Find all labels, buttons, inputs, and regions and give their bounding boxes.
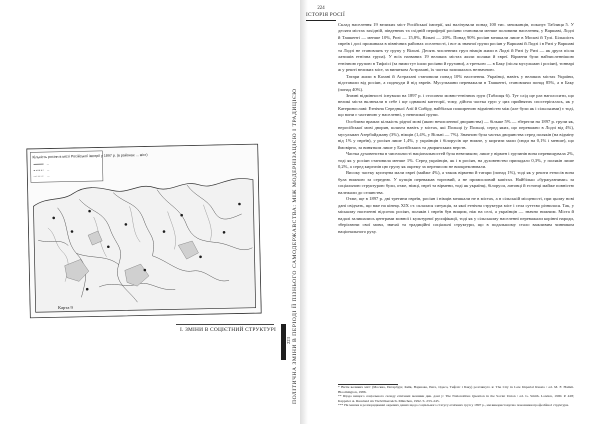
footnote: * Вісім великих міст (Москва, Петербург, Київ, Варшава, Рига, Одеса, Тифліс і Баку) розглянуто в: The City in Late Imperial Russia / ed. M. F. Hamm. Bloomington, 1986.: [338, 385, 574, 394]
map-figure: [26, 144, 262, 319]
map-legend-item: ...: [46, 167, 50, 173]
left-page-footer: I. ЗМІНИ В СОЦІЄТНИЙ СТРУКТУРІ: [180, 327, 276, 333]
left-footer-rule: [176, 324, 274, 325]
vertical-running-header: ПОЛІТИЧНА ЗМІНИ В ПЕРІОДІ ЇЇ ПІЗНЬОГО САМОДЕРЖАВСТВА: МІЖ МОДЕРНІЗАЦІЄЮ І ТРАДИЦІЄЮ: [292, 88, 298, 404]
paragraph: Татари жили в Казані й Астрахані становили понад 10% населення. Українці, навіть у великих містах України, відставали від росіян, а подекуди й від євреїв. Мусульмани переважали в Ташкенті, становлячи понад 85%, а в Баку (понад 40%).: [338, 73, 574, 92]
landmass-outline: [33, 178, 256, 312]
gutter-shadow: [300, 0, 308, 424]
running-head-rule: [306, 20, 336, 21]
body-text: [338, 22, 574, 235]
paragraph: Отже, ще в 1897 р. дві третини євреїв, росіян і німців мешкали не в містах, а в сільській місцевості, при цьому нові дані свідчать, що вже на кінець XIX ст. склалася ситуація, за якої етнічна структура міст і села суттєво різнилася. Так, у міському населенні відсоток росіян, поляків і євреїв був вищим, ніж на селі, а українців — значно нижчим. Міста й надалі залишались центрами мовної і культурної русифікації, тоді як у сільському населенні переважали корінні народи, зберігаючи свої мови, звичаї та традиційні соціальні структури, що в подальшому стало важливим чинником національного руху.: [338, 196, 574, 234]
paragraph: Високу частку купецтва мали євреї (майже 4%), а також вірмени й татари (понад 1%), тоді як у решти етносів вона була нижчою за середню. У купців переважав торговий, а не промисловий капітал. Найбільш «буржуазними» за соціальною структурою були, отже, німці, євреї та вірмени, тоді як українці, білоруси, литовці й естонці майже повністю належали до селянства.: [338, 170, 574, 195]
footnote: ** Щодо вищого соціального складу етнічних меншин див. дані у: The Nationalities Question in the Soviet Union / ed. G. Smith. London, 1990. P. 428; Kappeler A. Russland als Vielvölkerreich. München, 1992. S. 233–245.: [338, 394, 574, 403]
paragraph: Значні відмінності існували на 1897 р. і стосовно мовно-етнічних груп (Таблиця 6). Тут слід ще раз наголосити, що великі міста включали в себе і ще однакові категорії, тому, дійсна частка груп у цих прийнятих спостерігалась, як у Катеринославі: Етнічна Середньої Азії й Сибіру, найбільш поширеною відмінністю між (але були як і сільськими) є тоді, що вони є частиною у населенні, у невеликої групи.: [338, 92, 574, 118]
paragraph: Склад населення 19 великих міст Російської імперії, які налічували понад 100 тис. мешканців, показує Таблиця 5. У десяти містах західній, південних та східній периферії росіяни становили менше половини населення, у Варшаві, Лодзі й Ташкенті — менше 10%, Ризі — 15,8%, Вільні — 20%. Понад 90% росіян мешкали лише в Москві й Тулі. Більшість євреїв і досі проживала в північних районах оселеності, і все ж значної групи росіян у Варшаві й Лодзі і в Ризі у Варшаві та Лодзі не становлять ту групу у Вільні. Десять численних груп німців жили в Лодзі й Ризі (у Ризі — як друга після латишів етнічна група). У всіх названих 19 великих містах жили поляки й євреї. Вірмени були найчисленнішою етнічною групою в Тифлісі (за ними тут ішли росіяни й грузини), а третьою — в Баку (після мусульман і росіян), тоннарі ж у решті великих міст, за винятком Астрахані, їх частка залишалась незначною.: [338, 22, 575, 73]
map-legend-item: ...: [46, 173, 50, 179]
map-caption: Карта 9: [58, 305, 73, 310]
footnote: *** Не маючи в розпорядженні окремих даних щодо соціального статусу етнічних груп у 1897 р., ми використовуємо показники професійної структури.: [338, 403, 569, 408]
map-illustration: [26, 144, 262, 319]
paragraph: Особливо вражає кількість рідної мові (якою нечисленної дворянства) — більше 5% — зберегли на 1897 р. групи як, неросійської мові дворян, шляхта навіть у містах, які Польщі (у Польщі, серед яких, що переважно в Лодзі від 4%), мусульман Азербайджану (3%), німців (1,4%, у Вільні — 7%). Значною була частка дворянства серед поляків (на відміну від 1% у євреїв), у росіян лише 1,4%, у українців і білорусів ще нижче, у киргизи мали (сюди на 0,1% і менше), що ймовірно, за винятком лише у Балтійських та дворянських верств.: [338, 118, 574, 150]
map-legend-item: ...: [46, 161, 50, 167]
page-number: 224: [317, 6, 325, 11]
running-head: ІСТОРІЯ РОСІЇ: [306, 12, 345, 18]
vertical-tab-number: 223: [286, 337, 291, 344]
footnotes: [338, 385, 574, 408]
paragraph: Частка духовенства в чисельності національностей була невеликою; лише у вірмен і грузинів вона перевищувала 2%, тоді як у росіян становила менше 1%. Серед українців, як і в росіян, на духовенство припадало 0,3%, у поляків лише 0,2%, а серед киргизів цю групу як окрему за переписом не виокремлювали.: [338, 151, 575, 169]
map-title: Кількість росіян в місті Російської імперії у 1897 р. (в районах ... міст): [32, 152, 148, 160]
